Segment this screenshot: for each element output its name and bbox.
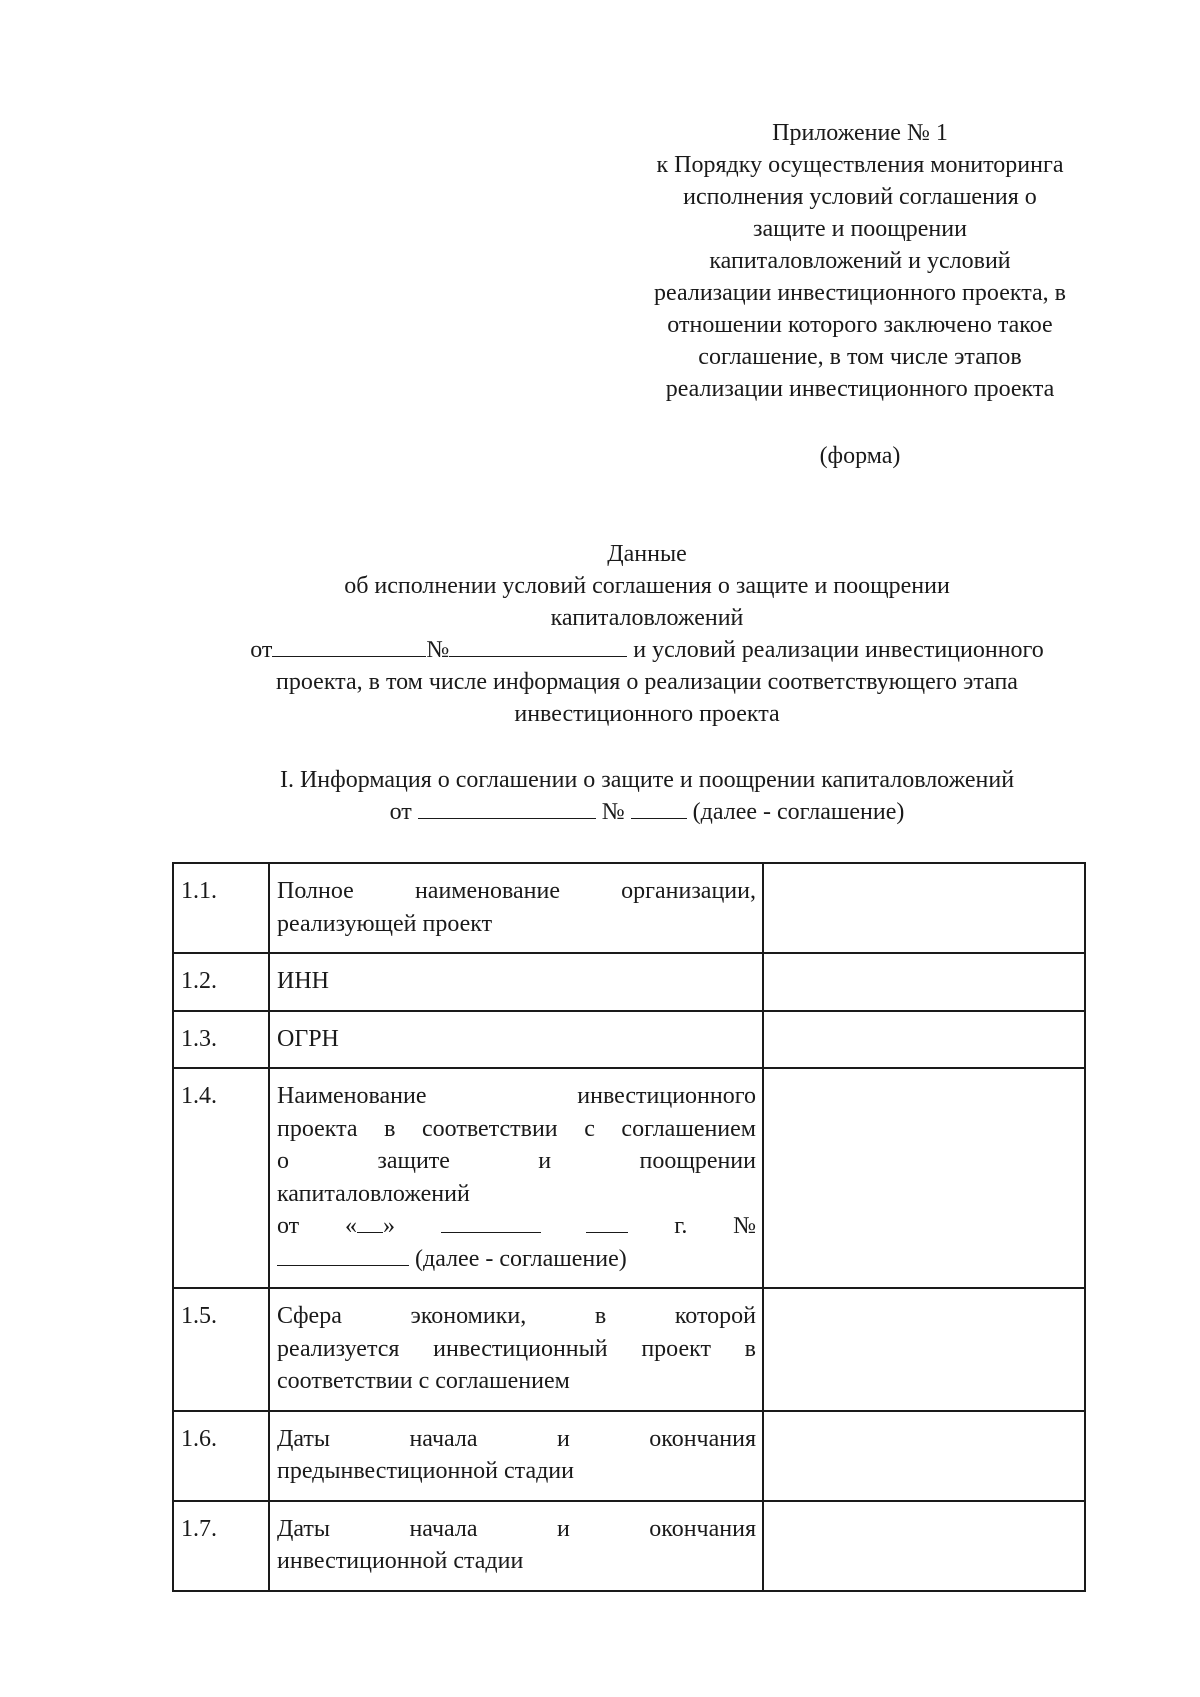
number-blank[interactable] <box>449 634 627 657</box>
from-label: от <box>277 1213 300 1239</box>
agreement-number-line <box>277 1243 756 1276</box>
description-line: реализующей проект <box>277 910 493 937</box>
row-number: 1.6. <box>173 1411 269 1501</box>
row-description <box>269 953 763 1011</box>
appendix-line: защите и поощрении <box>753 216 967 242</box>
quote-close: » <box>382 1213 395 1239</box>
agreement-rest: (далее - соглашение) <box>415 1245 627 1272</box>
agreement-date-line <box>277 1210 756 1243</box>
appendix-line: соглашение, в том числе этапов <box>698 344 1022 370</box>
heading-line: капиталовложений <box>550 605 744 631</box>
row-description <box>269 863 763 953</box>
month-blank[interactable] <box>441 1210 541 1233</box>
row-number: 1.1. <box>173 863 269 953</box>
row-value-cell[interactable] <box>763 953 1085 1011</box>
quote-open: « <box>344 1213 357 1239</box>
form-note: (форма) <box>819 443 901 469</box>
appendix-line: капиталовложений и условий <box>709 248 1011 274</box>
table-row <box>173 863 1085 953</box>
row-number: 1.5. <box>173 1288 269 1411</box>
description-line: Полное наименование организации, <box>277 878 756 904</box>
heading-line-rest: и условий реализации инвестиционного <box>633 637 1044 663</box>
number-label: № <box>601 799 625 825</box>
table-row <box>173 953 1085 1011</box>
description-line: Даты начала и окончания <box>277 1425 756 1452</box>
row-description <box>269 1501 763 1591</box>
table-row <box>173 1501 1085 1591</box>
heading-line-with-blanks <box>172 634 1122 666</box>
description-line: капиталовложений <box>277 1180 470 1207</box>
heading-title: Данные <box>607 541 687 567</box>
section-line-rest: (далее - соглашение) <box>692 799 905 825</box>
table-row <box>173 1288 1085 1411</box>
appendix-line: реализации инвестиционного проекта <box>665 376 1055 402</box>
row-description <box>269 1411 763 1501</box>
row-description <box>269 1011 763 1069</box>
appendix-line: отношении которого заключено такое <box>667 312 1053 338</box>
section-line-with-blanks <box>172 796 1122 828</box>
description-line: Сфера экономики, в которой <box>277 1303 756 1329</box>
document-heading <box>172 538 1122 730</box>
heading-line: инвестиционного проекта <box>514 701 780 727</box>
year-blank[interactable] <box>586 1210 628 1233</box>
section-title <box>172 764 1122 828</box>
table-row <box>173 1411 1085 1501</box>
row-description <box>269 1068 763 1288</box>
number-label: № <box>426 637 450 663</box>
from-label: от <box>250 637 273 663</box>
appendix-line: к Порядку осуществления мониторинга <box>656 152 1064 178</box>
number-label: № <box>733 1213 757 1239</box>
info-table <box>172 862 1086 1592</box>
description-line: ИНН <box>277 968 329 994</box>
description-line: реализуется инвестиционный проект в <box>277 1335 756 1362</box>
description-line: предынвестиционной стадии <box>277 1458 574 1484</box>
day-blank[interactable] <box>357 1210 383 1233</box>
table-row <box>173 1068 1085 1288</box>
number-blank[interactable] <box>277 1243 409 1266</box>
date-blank[interactable] <box>418 796 596 819</box>
description-line: о защите и поощрении <box>277 1148 756 1174</box>
row-number: 1.7. <box>173 1501 269 1591</box>
number-blank[interactable] <box>631 796 687 819</box>
row-value-cell[interactable] <box>763 1411 1085 1501</box>
description-line: проекта в соответствии с соглашением <box>277 1115 756 1142</box>
row-number: 1.2. <box>173 953 269 1011</box>
appendix-line: реализации инвестиционного проекта, в <box>654 280 1066 306</box>
appendix-header <box>625 117 1095 405</box>
table-row <box>173 1011 1085 1069</box>
heading-line: об исполнении условий соглашения о защите и поощрении <box>344 573 950 599</box>
year-label: г. <box>674 1213 688 1239</box>
row-value-cell[interactable] <box>763 1011 1085 1069</box>
row-value-cell[interactable] <box>763 1288 1085 1411</box>
row-description <box>269 1288 763 1411</box>
row-value-cell[interactable] <box>763 1068 1085 1288</box>
heading-line: проекта, в том числе информация о реализации соответствующего этапа <box>276 669 1018 695</box>
date-blank[interactable] <box>272 634 426 657</box>
from-label: от <box>389 799 412 825</box>
row-number: 1.3. <box>173 1011 269 1069</box>
description-line: Даты начала и окончания <box>277 1515 756 1542</box>
section-heading: I. Информация о соглашении о защите и поощрении капиталовложений <box>279 767 1015 793</box>
appendix-line: исполнения условий соглашения о <box>683 184 1037 210</box>
row-value-cell[interactable] <box>763 863 1085 953</box>
description-line: соответствии с соглашением <box>277 1368 570 1394</box>
row-value-cell[interactable] <box>763 1501 1085 1591</box>
row-number: 1.4. <box>173 1068 269 1288</box>
appendix-line: Приложение № 1 <box>772 120 948 146</box>
description-line: инвестиционной стадии <box>277 1548 524 1574</box>
description-line: ОГРН <box>277 1025 339 1052</box>
description-line: Наименование инвестиционного <box>277 1083 756 1109</box>
